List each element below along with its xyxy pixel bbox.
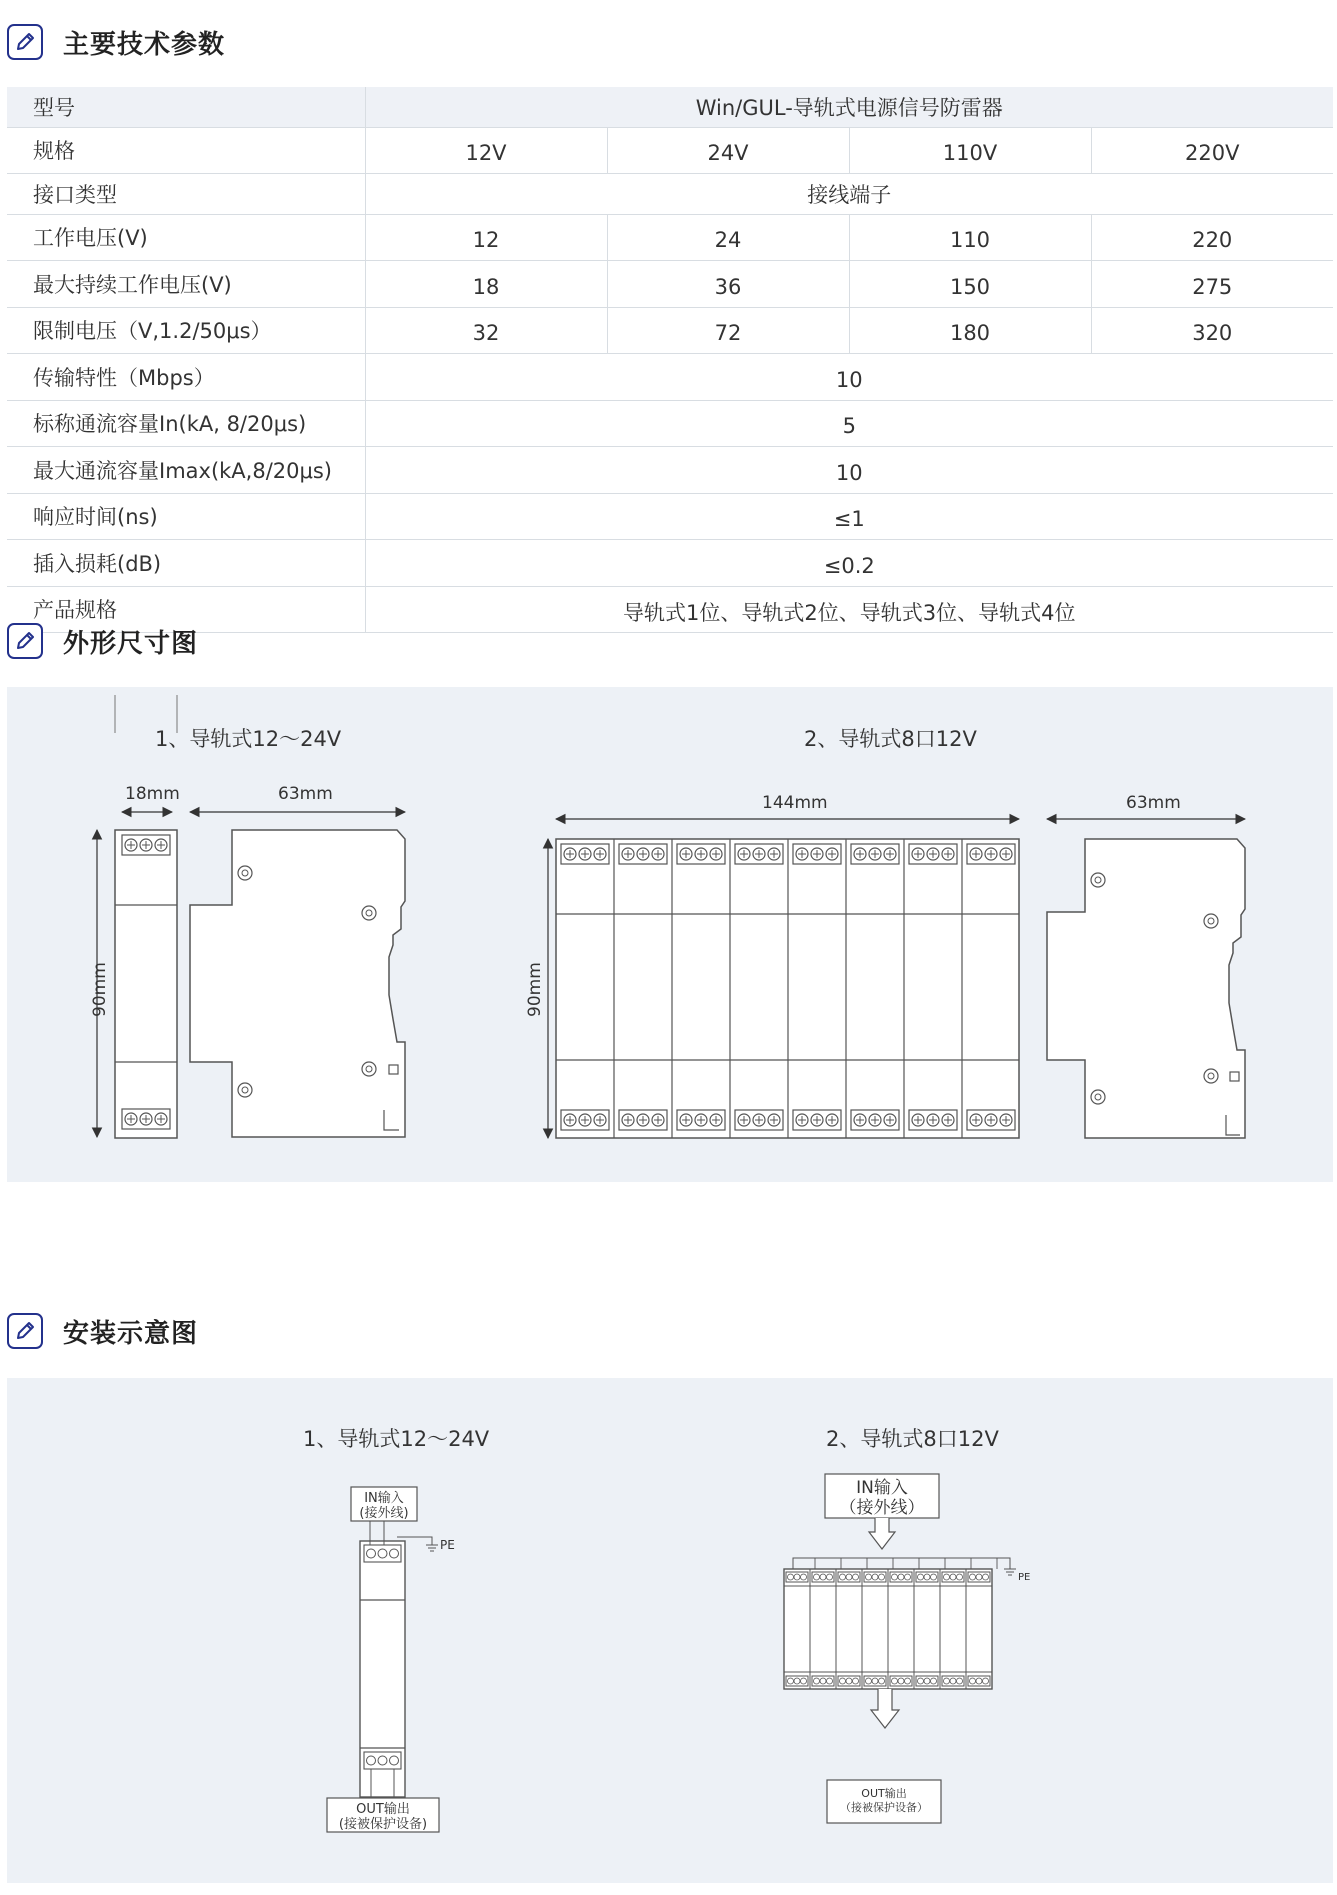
pe-label-2: PE	[1018, 1572, 1031, 1583]
install-caption-2: 2、导轨式8口12V	[826, 1427, 999, 1451]
row-label: 工作电压(V)	[7, 214, 365, 261]
row-label: 规格	[7, 127, 365, 174]
dim-63mm-label: 63mm	[278, 784, 333, 804]
row-label: 最大通流容量Imax(kA,8/20μs)	[7, 447, 365, 494]
pencil-icon	[7, 24, 43, 60]
multi-module-front	[548, 819, 1019, 1138]
row-value: 5	[365, 400, 1333, 447]
single-module-side	[190, 812, 405, 1137]
table-row	[7, 307, 1333, 354]
table-row	[7, 261, 1333, 308]
install-multi	[784, 1474, 1016, 1823]
dim-18mm-label: 18mm	[125, 784, 180, 804]
row-value: 32	[365, 307, 607, 354]
spec-table	[7, 87, 1333, 633]
outline-caption-2: 2、导轨式8口12V	[804, 727, 977, 751]
outline-panel	[7, 687, 1333, 1182]
row-value: 12V	[365, 127, 607, 174]
single-module-front	[97, 695, 177, 1138]
out-label-2: OUT输出	[861, 1787, 907, 1800]
section-header-install	[7, 1311, 198, 1351]
row-value: 12	[365, 214, 607, 261]
row-label: 响应时间(ns)	[7, 493, 365, 540]
row-value: 10	[365, 447, 1333, 494]
row-label: 最大持续工作电压(V)	[7, 261, 365, 308]
table-row	[7, 127, 1333, 174]
table-row	[7, 214, 1333, 261]
table-row	[7, 586, 1333, 633]
row-value: 150	[849, 261, 1091, 308]
section-title: 外形尺寸图	[63, 628, 199, 659]
row-label: 传输特性（Mbps）	[7, 354, 365, 401]
table-row	[7, 447, 1333, 494]
section-header-params	[7, 22, 225, 62]
row-label: 插入损耗(dB)	[7, 540, 365, 587]
row-value: 24	[607, 214, 849, 261]
in-label-2: IN输入	[856, 1478, 908, 1498]
install-single	[327, 1487, 439, 1832]
out-sub-label: (接被保护设备)	[338, 1817, 428, 1832]
row-value: 36	[607, 261, 849, 308]
row-value: 220V	[1091, 127, 1333, 174]
row-value: 275	[1091, 261, 1333, 308]
out-sub-label-2: （接被保护设备）	[840, 1801, 928, 1814]
section-header-outline	[7, 621, 198, 661]
outline-drawing	[7, 687, 1333, 1182]
dim-144mm-label: 144mm	[762, 793, 828, 813]
section-title: 安装示意图	[63, 1318, 199, 1349]
row-value: 320	[1091, 307, 1333, 354]
install-caption-1: 1、导轨式12～24V	[303, 1427, 490, 1451]
section-title: 主要技术参数	[63, 29, 226, 60]
row-value: 10	[365, 354, 1333, 401]
in-label: IN输入	[364, 1491, 404, 1506]
row-value: 110V	[849, 127, 1091, 174]
pe-label: PE	[440, 1538, 455, 1552]
row-value: 24V	[607, 127, 849, 174]
row-value: 180	[849, 307, 1091, 354]
row-value: 18	[365, 261, 607, 308]
row-label: 标称通流容量In(kA, 8/20μs)	[7, 400, 365, 447]
row-value: ≤0.2	[365, 540, 1333, 587]
table-row	[7, 540, 1333, 587]
pencil-icon	[7, 1313, 43, 1349]
row-value: 接线端子	[365, 174, 1333, 215]
install-drawing	[7, 1378, 1333, 1883]
table-row	[7, 493, 1333, 540]
table-row	[7, 174, 1333, 215]
row-value: 导轨式1位、导轨式2位、导轨式3位、导轨式4位	[365, 586, 1333, 633]
row-label: 限制电压（V,1.2/50μs）	[7, 307, 365, 354]
table-row	[7, 354, 1333, 401]
in-sub-label: (接外线)	[359, 1506, 409, 1521]
pencil-icon	[7, 623, 43, 659]
dim-90mm-label: 90mm	[90, 962, 110, 1017]
table-row	[7, 87, 1333, 127]
row-label: 型号	[7, 87, 365, 127]
outline-caption-1: 1、导轨式12～24V	[155, 727, 342, 751]
table-row	[7, 400, 1333, 447]
multi-module-side	[1047, 819, 1245, 1138]
row-value: 72	[607, 307, 849, 354]
row-value: 220	[1091, 214, 1333, 261]
out-label: OUT输出	[356, 1802, 410, 1817]
row-value: ≤1	[365, 493, 1333, 540]
dim-90mm-label-2: 90mm	[525, 962, 545, 1017]
dim-63mm-label-2: 63mm	[1126, 793, 1181, 813]
row-label: 接口类型	[7, 174, 365, 215]
row-value: Win/GUL-导轨式电源信号防雷器	[365, 87, 1333, 127]
in-sub-label-2: （接外线）	[839, 1498, 925, 1518]
install-panel	[7, 1378, 1333, 1883]
row-value: 110	[849, 214, 1091, 261]
row-label: 产品规格	[7, 586, 365, 633]
